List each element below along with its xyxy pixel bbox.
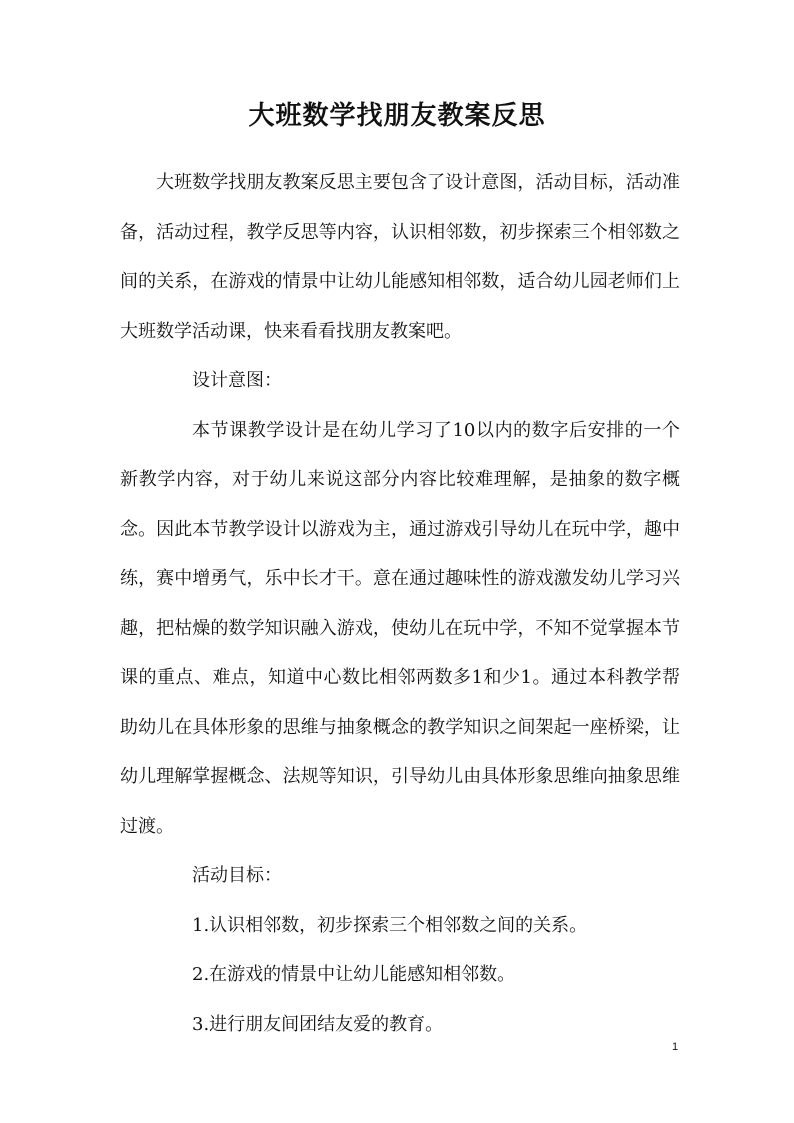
goal-item-3: 3.进行朋友间团结友爱的教育。	[192, 1013, 444, 1035]
document-title: 大班数学找朋友教案反思	[248, 101, 546, 131]
page-number: 1	[671, 1041, 679, 1053]
goal-item-2: 2.在游戏的情景中让幼儿能感知相邻数。	[192, 964, 516, 985]
section-heading-activity-goals: 活动目标：	[192, 865, 282, 886]
document-body	[120, 158, 680, 1049]
section-heading-design-intent: 设计意图：	[192, 370, 282, 391]
design-intent-paragraph: 本节课教学设计是在幼儿学习了10以内的数字后安排的一个新教学内容，对于幼儿来说这部分内容比较难理解，是抽象的数字概念。因此本节教学设计以游戏为主，通过游戏引导幼儿在玩中学，趣中练，赛中增勇气，乐中长才干。意在通过趣味性的游戏激发幼儿学习兴趣，把枯燥的数学知识融入游戏，使幼儿在玩中学，不知不觉掌握本节课的重点、难点，知道中心数比相邻两数多1和少1。通过本科教学帮助幼儿在具体形象的思维与抽象概念的教学知识之间架起一座桥梁，让幼儿理解掌握概念、法规等知识，引导幼儿由具体形象思维向抽象思维过渡。	[120, 419, 680, 837]
intro-paragraph: 大班数学找朋友教案反思主要包含了设计意图，活动目标，活动准备，活动过程，教学反思等内容，认识相邻数，初步探索三个相邻数之间的关系，在游戏的情景中让幼儿能感知相邻数，适合幼儿园老师们上大班数学活动课，快来看看找朋友教案吧。	[120, 172, 680, 342]
goal-item-1: 1.认识相邻数，初步探索三个相邻数之间的关系。	[192, 914, 588, 936]
